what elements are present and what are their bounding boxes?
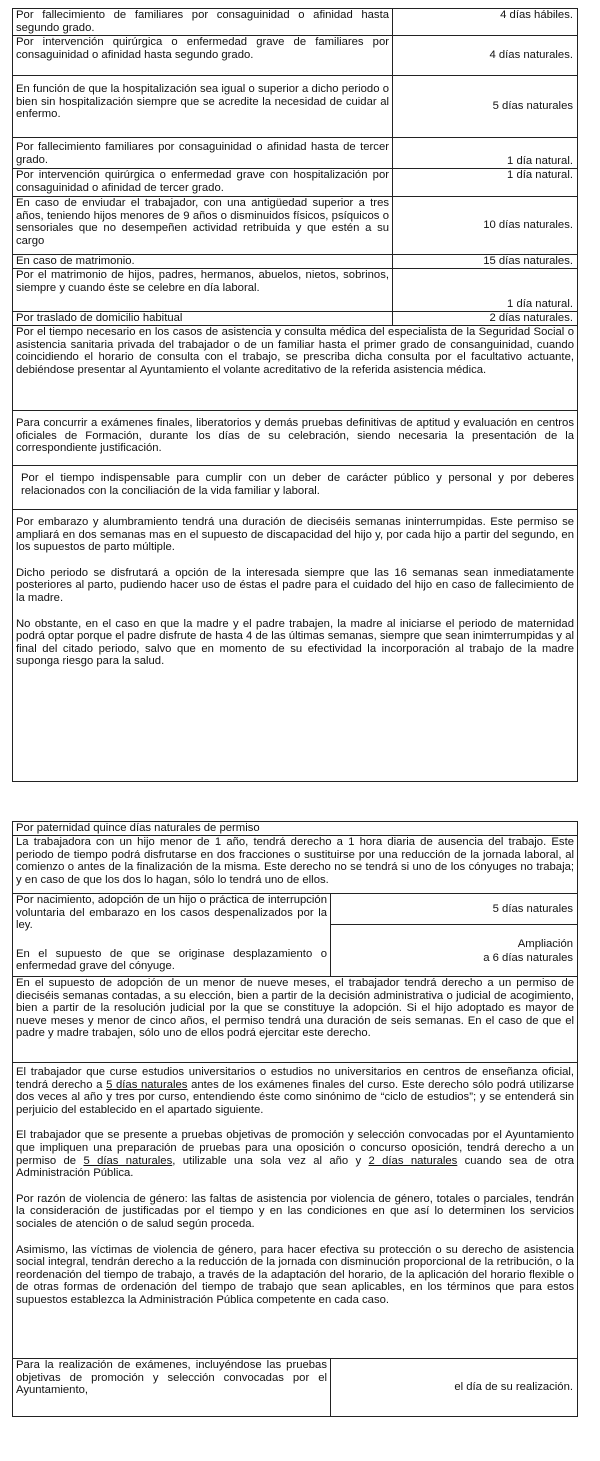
leave-duration: 4 días naturales. bbox=[393, 36, 578, 76]
leave-cause: Por el matrimonio de hijos, padres, hermanos, abuelos, nietos, sobrinos, siempre y cuando éste se celebre en día laboral. bbox=[13, 269, 393, 312]
violence-paragraph: Por razón de violencia de género: las faltas de asistencia por violencia de género, totales o parciales, tendrán la consideración de justificadas por el tiempo y en las condiciones en que así lo determinen los servicios sociales de atención o de salud según proceda. bbox=[16, 1192, 575, 1230]
table-row bbox=[13, 822, 578, 836]
leave-table-2 bbox=[12, 821, 578, 1417]
medical-leave-text: Por el tiempo necesario en los casos de asistencia y consulta médica del especialista de la Seguridad Social o asistencia sanitaria privada del trabajador o de un familiar hasta el primer grado de consanguinidad, cuando coincidiendo el horario de consulta con el trabajo, se prescriba dicha consulta por el facultativo actuante, debiéndose presentar al Ayuntamiento el volante acreditativo de la referida asistencia médica. bbox=[13, 326, 578, 411]
leave-duration: 4 días hábiles. bbox=[393, 9, 578, 36]
table-row bbox=[13, 255, 578, 269]
leave-cause: En caso de matrimonio. bbox=[13, 255, 393, 269]
violence-paragraph: Asimismo, las víctimas de violencia de género, para hacer efectiva su protección o su derecho de asistencia social integral, tendrán derecho a la reducción de la jornada con disminución proporcional de la retribución, o la reordenación del tiempo de trabajo, a través de la adaptación del horario, de la aplicación del horario flexible o de otras formas de ordenación del tiempo de trabajo que sean aplicables, en los términos que para estos supuestos establezca la Administración Pública competente en cada caso. bbox=[16, 1243, 575, 1306]
leave-cause: En función de que la hospitalización sea igual o superior a dicho periodo o bien sin hospitalización siempre que se acredite la necesidad de cuidar al enfermo. bbox=[13, 76, 393, 138]
table-row bbox=[13, 836, 578, 894]
exam-realization-duration: el día de su realización. bbox=[331, 1359, 578, 1417]
underlined-duration: 5 días naturales bbox=[106, 1078, 188, 1091]
table-row bbox=[13, 9, 578, 36]
leave-cause: Por fallecimiento familiares por consaguinidad o afinidad hasta de tercer grado. bbox=[13, 138, 393, 169]
birth-leave-duration-cell bbox=[331, 894, 578, 977]
table-row bbox=[13, 510, 578, 782]
leave-cause: Por intervención quirúrgica o enfermedad grave con hospitalización por consaguinidad o afinidad de tercer grado. bbox=[13, 169, 393, 197]
text-span: , utilizable una sola vez al año y bbox=[172, 1154, 369, 1167]
leave-duration: 1 día natural. bbox=[393, 269, 578, 312]
adoption-text: En el supuesto de adopción de un menor de nueve meses, el trabajador tendrá derecho a un permiso de dieciséis semanas contadas, a su elección, bien a partir de la decisión administrativa o judicial de acogimiento, bien a partir de la resolución judicial por la que se constituye la adopción. Si el hijo adoptado es mayor de nueve meses y menor de cinco años, el permiso tendrá una duración de seis semanas. En el caso de que el padre y madre trabajen, sólo uno de ellos podrá ejercitar este derecho. bbox=[13, 977, 578, 1063]
leave-cause: En caso de enviudar el trabajador, con una antigüedad superior a tres años, teniendo hijos menores de 9 años o disminuidos físicos, psíquicos o sensoriales que no desempeñen actividad retribuida y que estén a su cargo bbox=[13, 197, 393, 255]
birth-leave-cell bbox=[13, 894, 331, 977]
table-row bbox=[13, 977, 578, 1063]
leave-cause: Por fallecimiento de familiares por consaguinidad o afinidad hasta segundo grado. bbox=[13, 9, 393, 36]
birth-leave-duration: 5 días naturales bbox=[331, 894, 577, 925]
leave-duration: 2 días naturales. bbox=[393, 312, 578, 326]
exam-realization-cause: Para la realización de exámenes, incluyéndose las pruebas objetivas de promoción y selección convocadas por el Ayuntamiento, bbox=[13, 1359, 331, 1417]
extension-label: Ampliación bbox=[517, 938, 574, 950]
birth-leave-extension-cause: En el supuesto de que se originase desplazamiento o enfermedad grave del cónyuge. bbox=[16, 947, 327, 973]
table-row bbox=[13, 1063, 578, 1359]
table-row bbox=[13, 894, 578, 977]
table-row bbox=[13, 269, 578, 312]
maternity-paragraph: No obstante, en el caso en que la madre y el padre trabajen, la madre al iniciarse el periodo de maternidad podrá optar porque el padre disfrute de hasta 4 de las últimas semanas, siempre que sean inimterrumpidas y al final del citado periodo, salvo que en momento de su efectividad la incorporación al trabajo de la madre suponga riesgo para la salud. bbox=[16, 617, 574, 668]
leave-duration: 1 día natural. bbox=[393, 169, 578, 197]
table-row bbox=[13, 312, 578, 326]
leave-duration: 10 días naturales. bbox=[393, 197, 578, 255]
leave-table-1 bbox=[12, 8, 578, 782]
public-duty-text: Por el tiempo indispensable para cumplir con un deber de carácter público y personal y por deberes relacionados con la conciliación de la vida familiar y laboral. bbox=[13, 466, 578, 510]
text-span: El trabajador que curse estudios universitarios o estudios no universitarios en centros de enseñanza oficial, tendrá derecho a bbox=[16, 1066, 575, 1091]
leave-cause: Por intervención quirúrgica o enfermedad grave de familiares por consaguinidad o afinidad hasta segundo grado. bbox=[13, 36, 393, 76]
table-row bbox=[13, 1359, 578, 1417]
studies-paragraph bbox=[16, 1066, 574, 1116]
text-span: cuando sea de otra Administración Pública. bbox=[16, 1154, 574, 1180]
table-row bbox=[13, 138, 578, 169]
maternity-paragraph: Por embarazo y alumbramiento tendrá una duración de dieciséis semanas ininterrumpidas. Este permiso se ampliará en dos semanas mas en el supuesto de discapacidad del hijo y, por cada hijo a partir del segundo, en los supuestos de parto múltiple. bbox=[16, 516, 574, 554]
maternity-paragraph: Dicho periodo se disfrutará a opción de la interesada siempre que las 16 semanas sean inmediatamente posteriores al parto, pudiendo hacer uso de éstas el padre para el cuidado del hijo en caso de fallecimiento de la madre. bbox=[16, 566, 574, 604]
birth-leave-extension bbox=[331, 925, 577, 965]
table-row bbox=[13, 411, 578, 466]
paternity-text: Por paternidad quince días naturales de permiso bbox=[13, 822, 578, 836]
lactation-text: La trabajadora con un hijo menor de 1 año, tendrá derecho a 1 hora diaria de ausencia del trabajo. Este periodo de tiempo podrá disfrutarse en dos fracciones o sustituirse por una reducción de la jornada laboral, al comienzo o antes de la finalización de la misma. Este derecho no se tendrá si uno de los cónyuges no trabaja; y en caso de que los dos lo hagan, sólo lo tendrá uno de ellos. bbox=[13, 836, 578, 894]
underlined-duration: 2 días naturales bbox=[368, 1154, 458, 1167]
table-row bbox=[13, 76, 578, 138]
underlined-duration: 5 días naturales bbox=[83, 1154, 173, 1167]
leave-duration: 1 día natural. bbox=[393, 138, 578, 169]
leave-cause: Por traslado de domicilio habitual bbox=[13, 312, 393, 326]
table-row bbox=[13, 466, 578, 510]
table-row bbox=[13, 197, 578, 255]
leave-duration: 5 días naturales bbox=[393, 76, 578, 138]
exam-leave-text: Para concurrir a exámenes finales, liberatorios y demás pruebas definitivas de aptitud y evaluación en centros oficiales de Formación, durante los días de su celebración, siendo necesaria la presentación de la correspondiente justificación. bbox=[13, 411, 578, 466]
leave-duration: 15 días naturales. bbox=[393, 255, 578, 269]
table-row bbox=[13, 326, 578, 411]
table-row bbox=[13, 169, 578, 197]
extension-duration: a 6 días naturales bbox=[483, 952, 574, 964]
table-row bbox=[13, 36, 578, 76]
promotion-paragraph bbox=[16, 1129, 574, 1179]
birth-leave-cause: Por nacimiento, adopción de un hijo o práctica de interrupción voluntaria del embarazo en los casos despenalizados por la ley. bbox=[16, 894, 327, 932]
text-span: antes de los exámenes finales del curso. Este derecho sólo podrá utilizarse dos veces al año y tres por curso, entendiendo éste como sinónimo de “ciclo de estudios”; y se entenderá sin perjuicio del establecido en el apartado siguiente. bbox=[16, 1078, 575, 1116]
text-span: El trabajador que se presente a pruebas objetivas de promoción y selección convocadas por el Ayuntamiento que impliquen una preparación de pruebas para una oposición o concurso oposición, tendrá derecho a un permiso de bbox=[16, 1129, 575, 1167]
maternity-leave-cell bbox=[13, 510, 578, 782]
studies-and-violence-cell bbox=[13, 1063, 578, 1359]
